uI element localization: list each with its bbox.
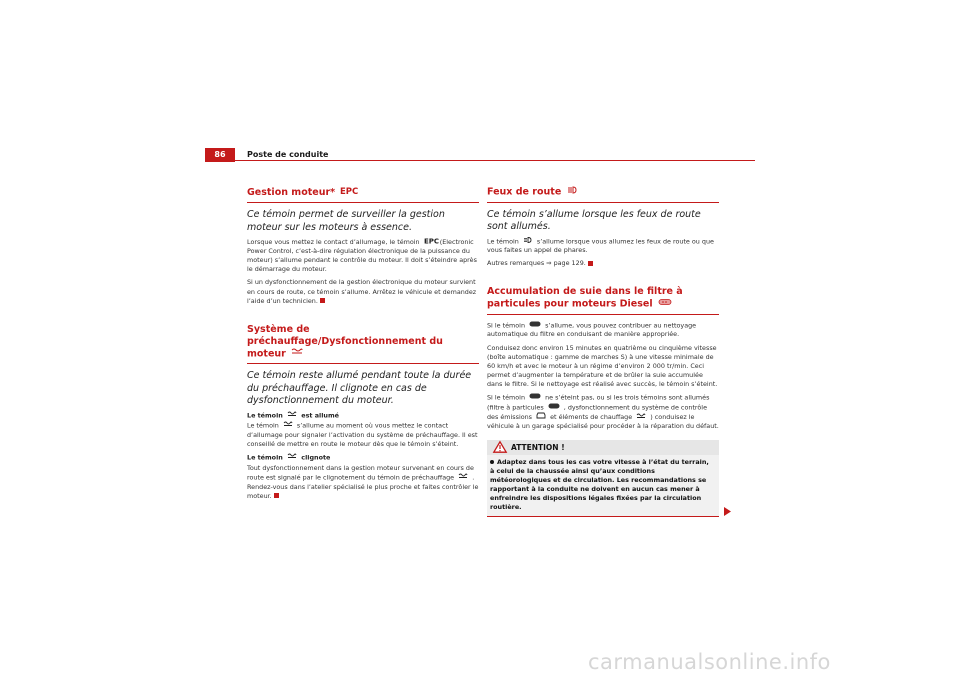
- continue-arrow-icon: [724, 501, 731, 520]
- header-rule: [235, 160, 755, 161]
- right-column: [487, 186, 719, 517]
- paragraph: Tout dysfonctionnement dans la gestion moteur survenant en cours de route est signalé par le clignotement du témoin de préchauffage . Rendez-vous dans l’atelier spécialisé le plus proche et faites contrôler le moteur.: [247, 463, 479, 500]
- epc-icon: [423, 237, 439, 247]
- glow-plug-icon: [458, 473, 468, 482]
- subheading: Le témoin est allumé: [247, 411, 339, 420]
- particle-filter-icon: [658, 298, 672, 310]
- glow-plug-icon: [283, 421, 293, 430]
- warning-body: Adaptez dans tous les cas votre vitesse à l’état du terrain, à celui de la chaussée ainsi qu’aux conditions météorologiques et de circulation. Les recommandations se rapportant à la conduite ne doivent en aucun cas mener à enfreindre les dispositions légales fixées par la circulation routière.: [487, 455, 719, 517]
- section-lead-prechauffage: Ce témoin reste allumé pendant toute la durée du préchauffage. Il clignote en cas de dysfonctionnement du moteur.: [247, 370, 472, 407]
- high-beam-icon: [523, 237, 533, 246]
- glow-plug-icon: [287, 411, 297, 420]
- paragraph: Si le témoin s’allume, vous pouvez contribuer au nettoyage automatique du filtre en conduisant de manière appropriée.: [487, 321, 697, 339]
- paragraph: Le témoin s’allume au moment où vous mettez le contact d’allumage pour signaler l’activation du système de préchauffage. Il est conseillé de mettre en route le moteur dès que le témoin s’éteint.: [247, 421, 478, 449]
- warning-header: ATTENTION !: [487, 440, 719, 455]
- svg-text:EPC: EPC: [340, 187, 359, 197]
- watermark: carmanualsonline.info: [588, 650, 831, 674]
- section-title-feux: Feux de route: [487, 186, 719, 203]
- section-end-mark: [320, 298, 325, 303]
- bullet-point: [490, 460, 494, 464]
- paragraph: Si le témoin ne s’éteint pas, ou si les trois témoins sont allumés (filtre à particules , dysfonctionnement du système de contrôle des émissions et éléments de chauffage ) conduisez le véhicule à un garage spécialisé pour procéder à la réparation du défaut.: [487, 393, 719, 431]
- section-end-mark: [588, 261, 593, 266]
- paragraph: Lorsque vous mettez le contact d’allumage, le témoin EPC (Electronic Power Control, c’est-à-dire régulation électronique de la puissance du moteur) s’allume pendant le contrôle du moteur. Il doit s’éteindre après le démarrage du moteur.: [247, 237, 477, 274]
- emission-control-icon: [536, 412, 546, 422]
- paragraph: Autres remarques ⇒ page 129.: [487, 259, 719, 268]
- svg-text:EPC: EPC: [423, 237, 439, 246]
- warning-box: [487, 440, 719, 518]
- header-title: Poste de conduite: [247, 150, 329, 159]
- particle-filter-icon: [548, 403, 560, 412]
- paragraph: Si un dysfonctionnement de la gestion électronique du moteur survient en cours de route, ce témoin s’allume. Arrêtez le véhicule et demandez l’aide d’un technicien.: [247, 278, 477, 305]
- particle-filter-icon: [529, 321, 541, 330]
- page-number: 86: [205, 148, 235, 162]
- high-beam-icon: [567, 186, 579, 198]
- section-lead-feux: Ce témoin s’allume lorsque les feux de route sont allumés.: [487, 208, 701, 232]
- section-lead-gestion: Ce témoin permet de surveiller la gestion moteur sur les moteurs à essence.: [247, 209, 445, 233]
- glow-plug-icon: [291, 348, 303, 360]
- glow-plug-icon: [636, 413, 646, 422]
- paragraph: Conduisez donc environ 15 minutes en quatrième ou cinquième vitesse (boîte automatique : gamme de marches S) à une vitesse minimale de 60 km/h et avec le moteur à un régime d’environ 2 000 tr/min. Ceci permet d’augmenter la température et de brûler la suie accumulée dans le filtre. Si le nettoyage est réalisé avec succès, le témoin s’éteint.: [487, 343, 718, 388]
- section-title-gestion: Gestion moteur* EPC: [247, 186, 479, 203]
- section-title-suie: Accumulation de suie dans le filtre à particules pour moteurs Diesel: [487, 286, 719, 315]
- warning-triangle-icon: [493, 441, 507, 458]
- particle-filter-icon: [529, 393, 541, 402]
- section-title-prechauffage: Système de préchauffage/Dysfonctionnement du moteur: [247, 324, 479, 365]
- glow-plug-icon: [287, 453, 297, 462]
- left-column: [247, 186, 479, 505]
- paragraph: Le témoin s’allume lorsque vous allumez les feux de route ou que vous faites un appel de phares.: [487, 237, 714, 255]
- subheading: Le témoin clignote: [247, 453, 331, 462]
- page-header: [205, 148, 755, 162]
- section-end-mark: [274, 493, 279, 498]
- epc-icon: [340, 186, 359, 199]
